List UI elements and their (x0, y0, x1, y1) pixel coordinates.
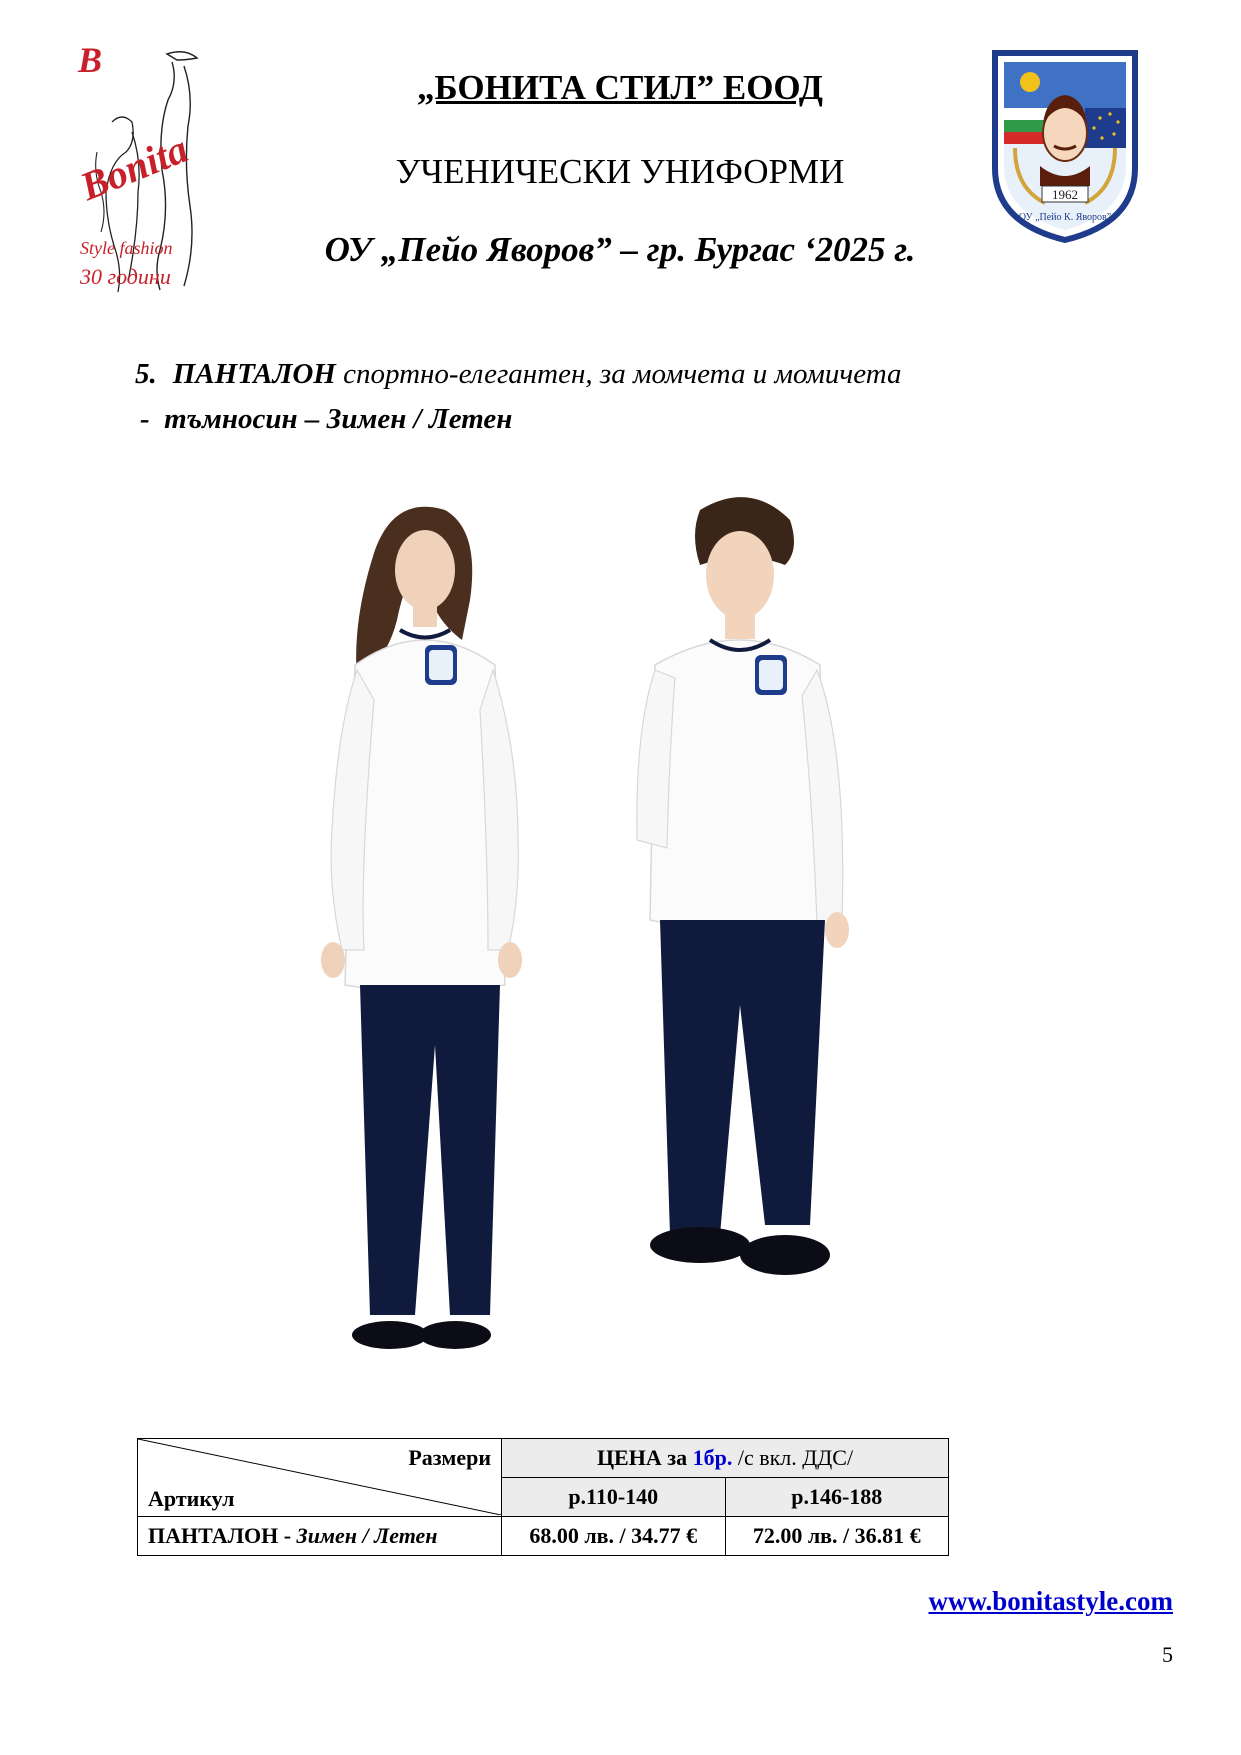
svg-text:B: B (78, 40, 103, 80)
item-desc-1: спортно-елегантен, (343, 358, 593, 390)
vat-label: /с вкл. ДДС/ (732, 1445, 854, 1470)
svg-text:Bonita: Bonita (74, 125, 194, 210)
girl-model (321, 507, 522, 1349)
bonita-logo (72, 32, 222, 322)
price-label: ЦЕНА за (596, 1445, 693, 1470)
item-name: ПАНТАЛОН (172, 358, 336, 390)
price-size-1: 68.00 лв. / 34.77 € (502, 1517, 726, 1556)
item-number: 5. (135, 358, 157, 390)
row-article (138, 1517, 502, 1556)
boy-model (637, 497, 849, 1275)
item-variant-line (140, 403, 512, 436)
price-size-2: 72.00 лв. / 36.81 € (725, 1517, 949, 1556)
row-article-name: ПАНТАЛОН (148, 1523, 279, 1548)
emblem-year: 1962 (1052, 187, 1078, 202)
row-separator: - (278, 1523, 297, 1548)
row-article-variant: Зимен / Летен (296, 1523, 438, 1548)
svg-text:Style fashion: Style fashion (80, 238, 173, 258)
document-subtitle: УЧЕНИЧЕСКИ УНИФОРМИ (395, 152, 845, 191)
school-emblem (990, 48, 1140, 244)
size-header-2: р.146-188 (725, 1478, 949, 1517)
item-dash: - (140, 403, 150, 435)
company-name: „БОНИТА СТИЛ” ЕООД (416, 68, 823, 107)
price-header (502, 1439, 949, 1478)
article-label: Артикул (148, 1486, 235, 1511)
emblem-ribbon: ОУ „Пейо К. Яворов” (1018, 212, 1112, 223)
header-cell-sizes-article (138, 1439, 502, 1517)
product-photo (315, 490, 965, 1365)
item-heading (135, 358, 902, 391)
size-header-1: р.110-140 (502, 1478, 726, 1517)
table-row (138, 1517, 949, 1556)
price-qty: 1бр. (692, 1445, 733, 1470)
website-link[interactable]: www.bonitastyle.com (928, 1586, 1173, 1616)
svg-text:30 години: 30 години (80, 264, 171, 289)
school-title: ОУ „Пейо Яворов” – гр. Бургас ‘2025 г. (324, 230, 916, 269)
page-number: 5 (1162, 1642, 1173, 1667)
sizes-label: Размери (408, 1445, 491, 1470)
price-table (137, 1438, 949, 1556)
item-variant: тъмносин – Зимен / Летен (164, 403, 513, 435)
item-desc-2: за момчета и момичета (599, 358, 902, 390)
